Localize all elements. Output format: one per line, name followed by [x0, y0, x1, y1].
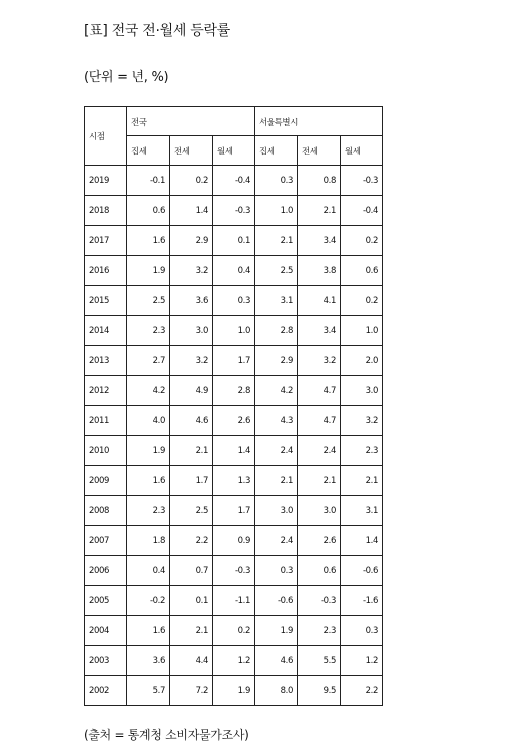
cell-national-monthly: 0.2	[213, 616, 255, 646]
cell-seoul-jeonse: 2.6	[298, 526, 341, 556]
cell-national-jeonse: 2.1	[170, 436, 213, 466]
cell-seoul-monthly: 1.0	[341, 316, 383, 346]
cell-national-rent: 4.0	[127, 406, 170, 436]
cell-seoul-rent: 2.1	[255, 226, 298, 256]
cell-national-monthly: 0.9	[213, 526, 255, 556]
cell-seoul-rent: 1.9	[255, 616, 298, 646]
table-row	[85, 526, 383, 556]
cell-seoul-rent: 3.1	[255, 286, 298, 316]
cell-seoul-jeonse: 3.2	[298, 346, 341, 376]
cell-seoul-monthly: 2.0	[341, 346, 383, 376]
unit-note: (단위 = 년, %)	[84, 70, 169, 85]
cell-seoul-jeonse: -0.3	[298, 586, 341, 616]
cell-national-monthly: 1.2	[213, 646, 255, 676]
cell-national-monthly: -1.1	[213, 586, 255, 616]
cell-national-rent: 1.9	[127, 436, 170, 466]
cell-national-jeonse: 4.6	[170, 406, 213, 436]
cell-seoul-rent: 8.0	[255, 676, 298, 706]
cell-national-jeonse: 0.1	[170, 586, 213, 616]
row-year: 2004	[85, 616, 127, 646]
cell-national-rent: 4.2	[127, 376, 170, 406]
cell-national-rent: 3.6	[127, 646, 170, 676]
table-row	[85, 196, 383, 226]
cell-national-jeonse: 2.5	[170, 496, 213, 526]
cell-seoul-rent: 2.4	[255, 526, 298, 556]
cell-seoul-jeonse: 3.4	[298, 316, 341, 346]
cell-national-monthly: -0.4	[213, 166, 255, 196]
cell-national-monthly: 0.1	[213, 226, 255, 256]
cell-seoul-monthly: 1.4	[341, 526, 383, 556]
cell-national-rent: 0.6	[127, 196, 170, 226]
cell-seoul-jeonse: 3.4	[298, 226, 341, 256]
row-year: 2017	[85, 226, 127, 256]
cell-national-jeonse: 2.1	[170, 616, 213, 646]
cell-national-jeonse: 2.2	[170, 526, 213, 556]
cell-seoul-rent: 2.1	[255, 466, 298, 496]
cell-seoul-rent: 2.8	[255, 316, 298, 346]
row-year: 2005	[85, 586, 127, 616]
cell-national-jeonse: 7.2	[170, 676, 213, 706]
cell-national-rent: 1.9	[127, 256, 170, 286]
cell-national-monthly: 1.0	[213, 316, 255, 346]
row-year: 2016	[85, 256, 127, 286]
cell-national-rent: 1.6	[127, 466, 170, 496]
cell-seoul-jeonse: 9.5	[298, 676, 341, 706]
cell-seoul-rent: 4.2	[255, 376, 298, 406]
cell-seoul-jeonse: 5.5	[298, 646, 341, 676]
cell-national-monthly: 1.3	[213, 466, 255, 496]
cell-seoul-jeonse: 0.8	[298, 166, 341, 196]
cell-national-rent: -0.1	[127, 166, 170, 196]
cell-seoul-rent: 1.0	[255, 196, 298, 226]
row-year: 2015	[85, 286, 127, 316]
table-header-row	[85, 107, 383, 136]
cell-national-rent: 2.3	[127, 316, 170, 346]
table-row	[85, 436, 383, 466]
cell-seoul-rent: 2.4	[255, 436, 298, 466]
source-note: (출처 = 통계청 소비자물가조사)	[84, 728, 249, 742]
cell-national-monthly: 0.4	[213, 256, 255, 286]
table-row	[85, 166, 383, 196]
table-row	[85, 286, 383, 316]
row-year: 2013	[85, 346, 127, 376]
row-year: 2012	[85, 376, 127, 406]
group-header-national: 전국	[127, 107, 255, 136]
table-row	[85, 376, 383, 406]
cell-national-jeonse: 4.9	[170, 376, 213, 406]
cell-seoul-monthly: -1.6	[341, 586, 383, 616]
table-row	[85, 316, 383, 346]
cell-seoul-jeonse: 2.4	[298, 436, 341, 466]
cell-seoul-monthly: 2.3	[341, 436, 383, 466]
cell-seoul-jeonse: 3.0	[298, 496, 341, 526]
cell-national-rent: 2.5	[127, 286, 170, 316]
cell-seoul-monthly: 2.1	[341, 466, 383, 496]
cell-seoul-monthly: -0.6	[341, 556, 383, 586]
cell-seoul-rent: 4.6	[255, 646, 298, 676]
cell-national-monthly: 1.7	[213, 496, 255, 526]
cell-seoul-jeonse: 2.1	[298, 466, 341, 496]
cell-seoul-monthly: 3.0	[341, 376, 383, 406]
cell-seoul-rent: 2.9	[255, 346, 298, 376]
table-row	[85, 676, 383, 706]
row-year: 2006	[85, 556, 127, 586]
table-row	[85, 406, 383, 436]
cell-seoul-rent: 2.5	[255, 256, 298, 286]
table-row	[85, 616, 383, 646]
cell-national-jeonse: 3.2	[170, 346, 213, 376]
cell-national-jeonse: 0.2	[170, 166, 213, 196]
cell-seoul-monthly: 0.2	[341, 286, 383, 316]
cell-national-jeonse: 1.7	[170, 466, 213, 496]
cell-national-rent: -0.2	[127, 586, 170, 616]
subheader-seoul-jeonse: 전세	[298, 136, 341, 166]
page-title: [표] 전국 전·월세 등락률	[84, 23, 230, 39]
row-year: 2010	[85, 436, 127, 466]
cell-seoul-rent: -0.6	[255, 586, 298, 616]
cell-seoul-rent: 0.3	[255, 556, 298, 586]
cell-seoul-monthly: -0.4	[341, 196, 383, 226]
subheader-seoul-monthly: 월세	[341, 136, 383, 166]
table-subheader-row	[85, 136, 383, 166]
cell-seoul-jeonse: 4.7	[298, 376, 341, 406]
cell-seoul-jeonse: 4.1	[298, 286, 341, 316]
table-row	[85, 346, 383, 376]
cell-seoul-jeonse: 4.7	[298, 406, 341, 436]
table-row	[85, 556, 383, 586]
cell-seoul-monthly: 0.3	[341, 616, 383, 646]
cell-national-rent: 5.7	[127, 676, 170, 706]
table-row	[85, 586, 383, 616]
cell-national-jeonse: 0.7	[170, 556, 213, 586]
cell-seoul-jeonse: 2.3	[298, 616, 341, 646]
subheader-seoul-rent: 집세	[255, 136, 298, 166]
subheader-national-monthly: 월세	[213, 136, 255, 166]
cell-seoul-monthly: 0.6	[341, 256, 383, 286]
cell-national-rent: 0.4	[127, 556, 170, 586]
cell-seoul-monthly: 2.2	[341, 676, 383, 706]
cell-national-jeonse: 2.9	[170, 226, 213, 256]
row-year: 2002	[85, 676, 127, 706]
cell-national-jeonse: 3.6	[170, 286, 213, 316]
row-year: 2014	[85, 316, 127, 346]
table-row	[85, 226, 383, 256]
cell-national-monthly: 0.3	[213, 286, 255, 316]
table-row	[85, 466, 383, 496]
cell-national-jeonse: 3.0	[170, 316, 213, 346]
row-year: 2018	[85, 196, 127, 226]
table-row	[85, 256, 383, 286]
cell-national-monthly: 1.9	[213, 676, 255, 706]
table-row	[85, 646, 383, 676]
row-year: 2009	[85, 466, 127, 496]
cell-seoul-jeonse: 0.6	[298, 556, 341, 586]
group-header-seoul: 서울특별시	[255, 107, 383, 136]
row-year: 2008	[85, 496, 127, 526]
cell-national-monthly: 1.7	[213, 346, 255, 376]
cell-national-jeonse: 1.4	[170, 196, 213, 226]
subheader-national-jeonse: 전세	[170, 136, 213, 166]
row-year: 2019	[85, 166, 127, 196]
rent-rate-table	[84, 106, 383, 706]
cell-national-rent: 2.7	[127, 346, 170, 376]
row-year: 2003	[85, 646, 127, 676]
year-header: 시점	[85, 107, 127, 166]
row-year: 2007	[85, 526, 127, 556]
cell-seoul-rent: 0.3	[255, 166, 298, 196]
cell-national-monthly: -0.3	[213, 556, 255, 586]
cell-seoul-monthly: 0.2	[341, 226, 383, 256]
cell-national-monthly: 1.4	[213, 436, 255, 466]
row-year: 2011	[85, 406, 127, 436]
cell-national-rent: 1.6	[127, 226, 170, 256]
cell-national-rent: 2.3	[127, 496, 170, 526]
cell-national-monthly: 2.8	[213, 376, 255, 406]
cell-seoul-monthly: 3.2	[341, 406, 383, 436]
cell-national-jeonse: 3.2	[170, 256, 213, 286]
cell-seoul-jeonse: 2.1	[298, 196, 341, 226]
table-row	[85, 496, 383, 526]
cell-national-rent: 1.6	[127, 616, 170, 646]
cell-seoul-rent: 4.3	[255, 406, 298, 436]
cell-national-rent: 1.8	[127, 526, 170, 556]
cell-seoul-jeonse: 3.8	[298, 256, 341, 286]
subheader-national-rent: 집세	[127, 136, 170, 166]
cell-seoul-rent: 3.0	[255, 496, 298, 526]
cell-national-monthly: -0.3	[213, 196, 255, 226]
cell-national-jeonse: 4.4	[170, 646, 213, 676]
cell-seoul-monthly: 1.2	[341, 646, 383, 676]
cell-seoul-monthly: -0.3	[341, 166, 383, 196]
cell-seoul-monthly: 3.1	[341, 496, 383, 526]
cell-national-monthly: 2.6	[213, 406, 255, 436]
